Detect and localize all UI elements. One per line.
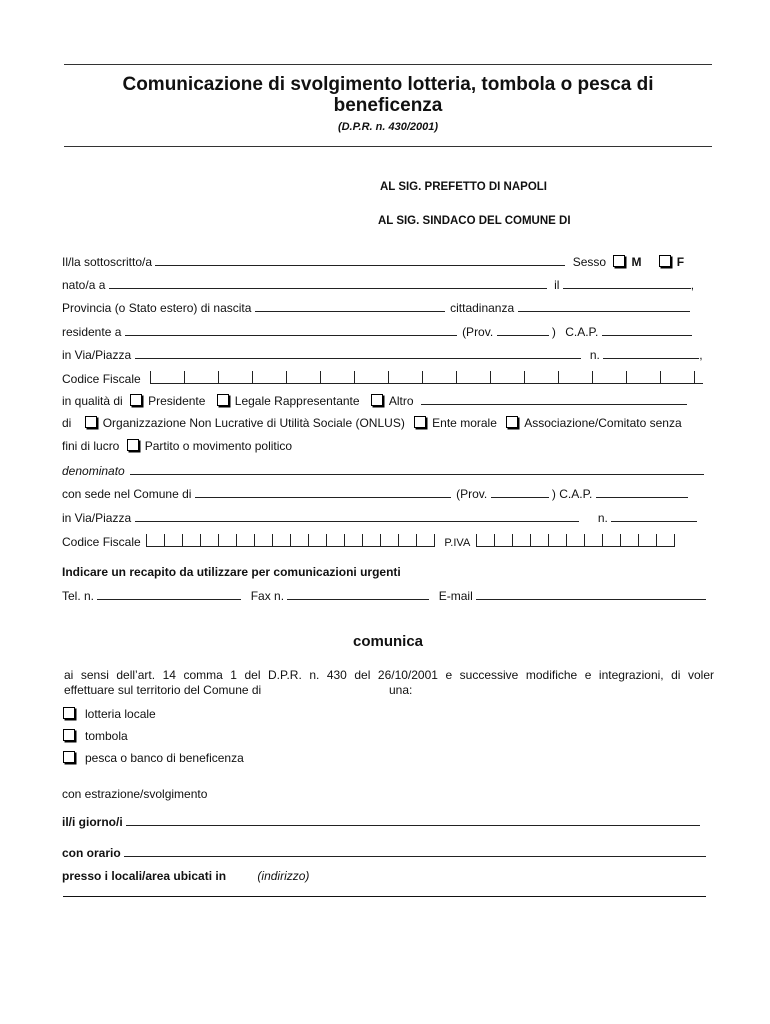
comunica-text-line-1: ai sensi dell’art. 14 comma 1 del D.P.R. n. 430 del 26/10/2001 e successive modifiche e integrazioni, di voler [64, 668, 714, 682]
sottoscritto-label: Il/la sottoscritto/a [62, 255, 153, 269]
row-qualita [62, 393, 687, 408]
orario-field[interactable] [124, 845, 706, 857]
sede-prov-label: (Prov. [456, 487, 488, 501]
onlus-checkbox[interactable] [85, 416, 97, 428]
comunica-text-line-2 [64, 683, 714, 698]
piva-grid[interactable] [476, 534, 675, 547]
ente-n-label: n. [597, 511, 608, 525]
partito-checkbox[interactable] [127, 439, 139, 451]
document-subtitle: (D.P.R. n. 430/2001) [337, 121, 439, 133]
sede-prov-field[interactable] [491, 486, 549, 498]
data-nascita-field[interactable] [563, 277, 691, 289]
row-fini-lucro [62, 439, 292, 453]
residente-prov-close: ) [551, 325, 556, 339]
row-sede [62, 486, 688, 501]
residente-cap-field[interactable] [602, 324, 692, 336]
nato-field[interactable] [109, 277, 547, 289]
email-field[interactable] [476, 588, 706, 600]
row-denominato [62, 463, 704, 478]
sottoscritto-field[interactable] [155, 254, 565, 266]
row-ente-via [62, 510, 697, 525]
residente-cap-label: C.A.P. [565, 325, 599, 339]
top-rule [64, 64, 712, 65]
onlus-label: Organizzazione Non Lucrative di Utilità Sociale (ONLUS) [102, 416, 405, 430]
legale-label: Legale Rappresentante [234, 394, 360, 408]
email-label: E-mail [438, 589, 473, 603]
pesca-label: pesca o banco di beneficenza [85, 751, 244, 765]
sesso-m-label: M [631, 255, 642, 269]
option-pesca[interactable] [62, 751, 244, 765]
pesca-checkbox[interactable] [63, 751, 75, 763]
row-locali [62, 869, 309, 883]
sede-label: con sede nel Comune di [62, 487, 192, 501]
partito-label: Partito o movimento politico [144, 439, 293, 453]
via-comma: , [699, 348, 703, 362]
row-tipo-ente [62, 416, 682, 430]
comunica-heading: comunica [353, 633, 424, 650]
cf-label: Codice Fiscale [62, 372, 141, 386]
sede-cap-field[interactable] [596, 486, 688, 498]
via-n-field[interactable] [603, 347, 699, 359]
provincia-field[interactable] [255, 300, 445, 312]
sede-cap-label: ) C.A.P. [551, 487, 593, 501]
nato-comma: , [690, 278, 695, 292]
row-giorni [62, 814, 700, 829]
ente-morale-label: Ente morale [432, 416, 497, 430]
cf-grid[interactable] [150, 371, 703, 384]
residente-prov-field[interactable] [497, 324, 549, 336]
fax-field[interactable] [287, 588, 429, 600]
residente-label: residente a [62, 325, 122, 339]
ente-cf-grid[interactable] [146, 534, 435, 547]
via-field[interactable] [135, 347, 581, 359]
comunica-comune-label: effettuare sul territorio del Comune di [64, 683, 262, 697]
locali-label: presso i locali/area ubicati in [62, 869, 227, 883]
tombola-checkbox[interactable] [63, 729, 75, 741]
ente-n-field[interactable] [611, 510, 697, 522]
row-nato [62, 277, 694, 292]
cittadinanza-field[interactable] [518, 300, 690, 312]
comunica-text [64, 668, 714, 698]
associazione-checkbox[interactable] [506, 416, 518, 428]
indirizzo-field[interactable] [63, 896, 706, 897]
sede-field[interactable] [195, 486, 451, 498]
via-label: in Via/Piazza [62, 348, 132, 362]
row-codice-fiscale [62, 371, 703, 386]
piva-label: P.IVA [444, 537, 471, 549]
option-tombola[interactable] [62, 729, 128, 743]
ente-cf-label: Codice Fiscale [62, 535, 141, 549]
lotteria-label: lotteria locale [85, 707, 156, 721]
sesso-f-label: F [676, 255, 685, 269]
altro-label: Altro [388, 394, 414, 408]
title-line-1: Comunicazione di svolgimento lotteria, tombola o pesca di [122, 74, 654, 95]
via-n-label: n. [589, 348, 600, 362]
addressee-sindaco: AL SIG. SINDACO DEL COMUNE DI [378, 215, 571, 227]
associazione-label: Associazione/Comitato senza [524, 416, 682, 430]
row-recapito [62, 588, 706, 603]
sesso-f-checkbox[interactable] [659, 255, 671, 267]
tel-field[interactable] [97, 588, 241, 600]
header-bottom-rule [64, 146, 712, 147]
orario-label: con orario [62, 846, 121, 860]
row-ente-cf-piva [62, 534, 675, 549]
indirizzo-hint: (indirizzo) [257, 869, 310, 883]
presidente-checkbox[interactable] [130, 394, 142, 406]
altro-checkbox[interactable] [371, 394, 383, 406]
giorni-field[interactable] [126, 814, 700, 826]
addressee-prefetto: AL SIG. PREFETTO DI NAPOLI [380, 181, 547, 193]
di-label: di [62, 416, 72, 430]
row-orario [62, 845, 706, 860]
residente-field[interactable] [125, 324, 457, 336]
tel-label: Tel. n. [62, 589, 95, 603]
row-provincia [62, 300, 690, 315]
document-title [64, 74, 712, 116]
ente-morale-checkbox[interactable] [414, 416, 426, 428]
giorni-label: il/i giorno/i [62, 815, 123, 829]
presidente-label: Presidente [148, 394, 206, 408]
svolgimento-intro: con estrazione/svolgimento [62, 787, 208, 801]
row-via [62, 347, 703, 362]
recapito-heading: Indicare un recapito da utilizzare per comunicazioni urgenti [62, 565, 401, 579]
legale-checkbox[interactable] [217, 394, 229, 406]
denominato-label: denominato [62, 464, 125, 478]
row-residente [62, 324, 692, 339]
altro-field[interactable] [421, 393, 687, 405]
residente-prov-label: (Prov. [462, 325, 494, 339]
sesso-m-checkbox[interactable] [613, 255, 625, 267]
ente-via-label: in Via/Piazza [62, 511, 132, 525]
ente-via-field[interactable] [135, 510, 579, 522]
nato-label: nato/a a [62, 278, 106, 292]
provincia-label: Provincia (o Stato estero) di nascita [62, 301, 252, 315]
fini-lucro-label: fini di lucro [62, 439, 120, 453]
cittadinanza-label: cittadinanza [450, 301, 515, 315]
sesso-label: Sesso [572, 255, 607, 269]
comunica-una-label: una: [389, 683, 413, 697]
qualita-label: in qualità di [62, 394, 123, 408]
tombola-label: tombola [85, 729, 128, 743]
fax-label: Fax n. [250, 589, 285, 603]
option-lotteria[interactable] [62, 707, 156, 721]
row-sottoscritto [62, 254, 684, 269]
il-label: il [554, 278, 560, 292]
denominato-field[interactable] [130, 463, 704, 475]
title-line-2: beneficenza [333, 95, 443, 116]
lotteria-checkbox[interactable] [63, 707, 75, 719]
